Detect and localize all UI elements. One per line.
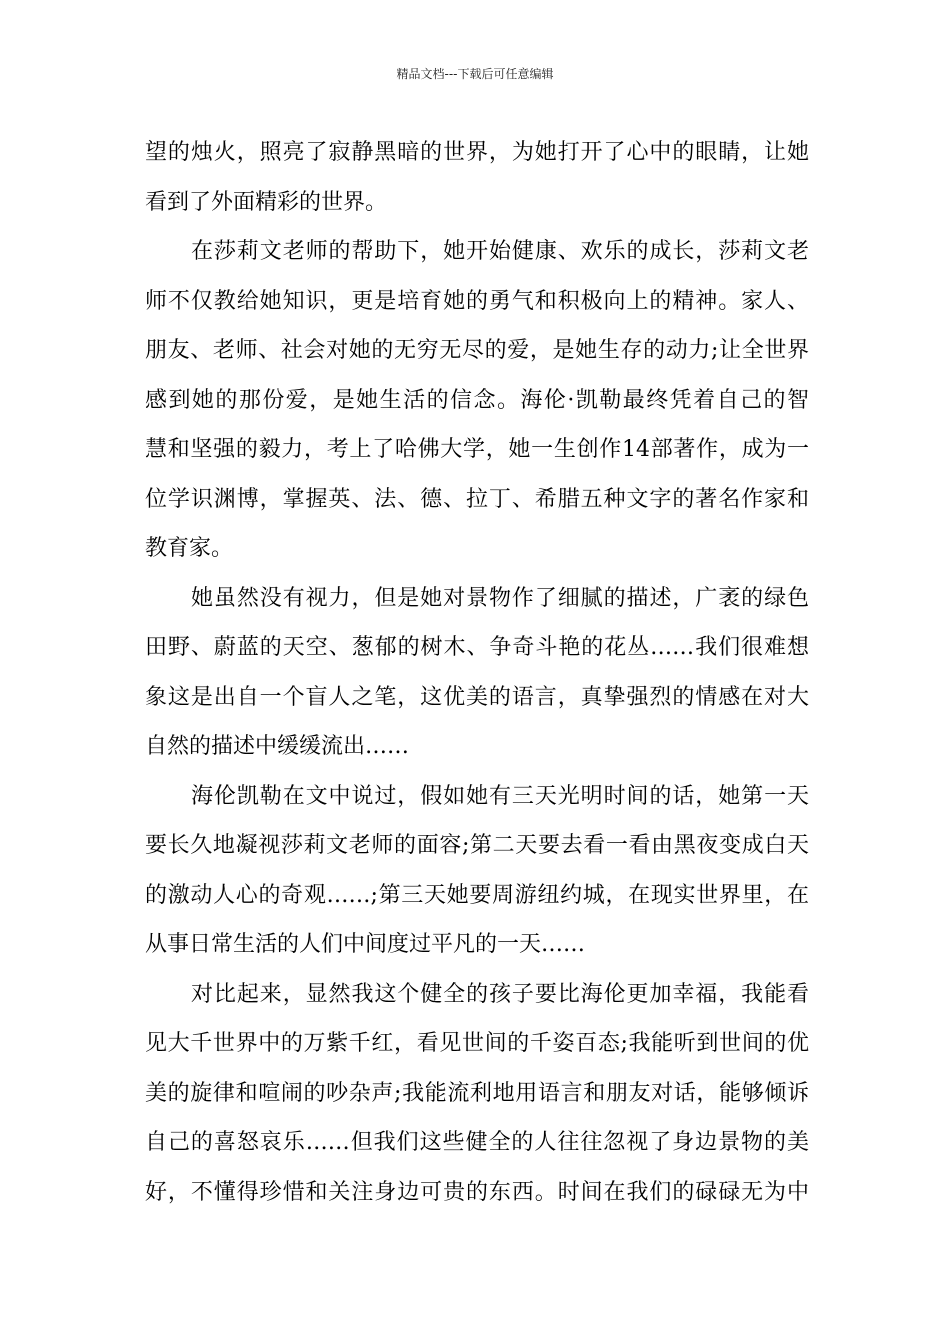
- text-line: 朋友、老师、社会对她的无穷无尽的爱，是她生存的动力;让全世界: [145, 338, 809, 363]
- text-line: 对比起来，显然我这个健全的孩子要比海伦更加幸福，我能看: [191, 981, 809, 1007]
- text-line: 望的烛火，照亮了寂静黑暗的世界，为她打开了心中的眼睛，让她: [145, 140, 809, 165]
- paragraph-three-days: [145, 772, 809, 970]
- text-line: 自己的喜怒哀乐……但我们这些健全的人往往忽视了身边景物的美: [145, 1130, 809, 1155]
- paragraph-description: [145, 574, 809, 772]
- text-line: 象这是出自一个盲人之笔，这优美的语言，真挚强烈的情感在对大: [145, 684, 809, 710]
- text-line: 好，不懂得珍惜和关注身边可贵的东西。时间在我们的碌碌无为中: [145, 1179, 809, 1205]
- text-line: 师不仅教给她知识，更是培育她的勇气和积极向上的精神。家人、: [145, 288, 809, 314]
- text-line: 自然的描述中缓缓流出……: [145, 734, 410, 759]
- text-line: 在莎莉文老师的帮助下，她开始健康、欢乐的成长，莎莉文老: [191, 239, 809, 264]
- text-line: 位学识渊博，掌握英、法、德、拉丁、希腊五种文字的著名作家和: [145, 486, 809, 512]
- text-line: 从事日常生活的人们中间度过平凡的一天……: [145, 932, 586, 957]
- paragraph-continuation: [145, 128, 809, 227]
- text-line: 看到了外面精彩的世界。: [145, 189, 388, 215]
- paragraph-sullivan: [145, 227, 809, 574]
- text-line: 见大千世界中的万紫千红，看见世间的千姿百态;我能听到世间的优: [145, 1031, 809, 1056]
- text-line: 要长久地凝视莎莉文老师的面容;第二天要去看一看由黑夜变成白天: [145, 833, 809, 858]
- text-line: 她虽然没有视力，但是她对景物作了细腻的描述，广袤的绿色: [191, 585, 809, 611]
- document-body: [145, 128, 809, 1217]
- text-line: 田野、蔚蓝的天空、葱郁的树木、争奇斗艳的花丛……我们很难想: [145, 635, 809, 660]
- text-line: 教育家。: [145, 536, 234, 561]
- text-line: 海伦凯勒在文中说过，假如她有三天光明时间的话，她第一天: [191, 783, 809, 809]
- text-line: 美的旋律和喧闹的吵杂声;我能流利地用语言和朋友对话，能够倾诉: [145, 1080, 809, 1106]
- text-line: 的激动人心的奇观……;第三天她要周游纽约城，在现实世界里，在: [145, 882, 809, 908]
- page-header: 精品文档---下载后可任意编辑: [396, 67, 554, 81]
- paragraph-comparison: [145, 970, 809, 1218]
- text-line: 慧和坚强的毅力，考上了哈佛大学，她一生创作14部著作，成为一: [145, 437, 809, 462]
- text-line: 感到她的那份爱，是她生活的信念。海伦·凯勒最终凭着自己的智: [145, 387, 809, 413]
